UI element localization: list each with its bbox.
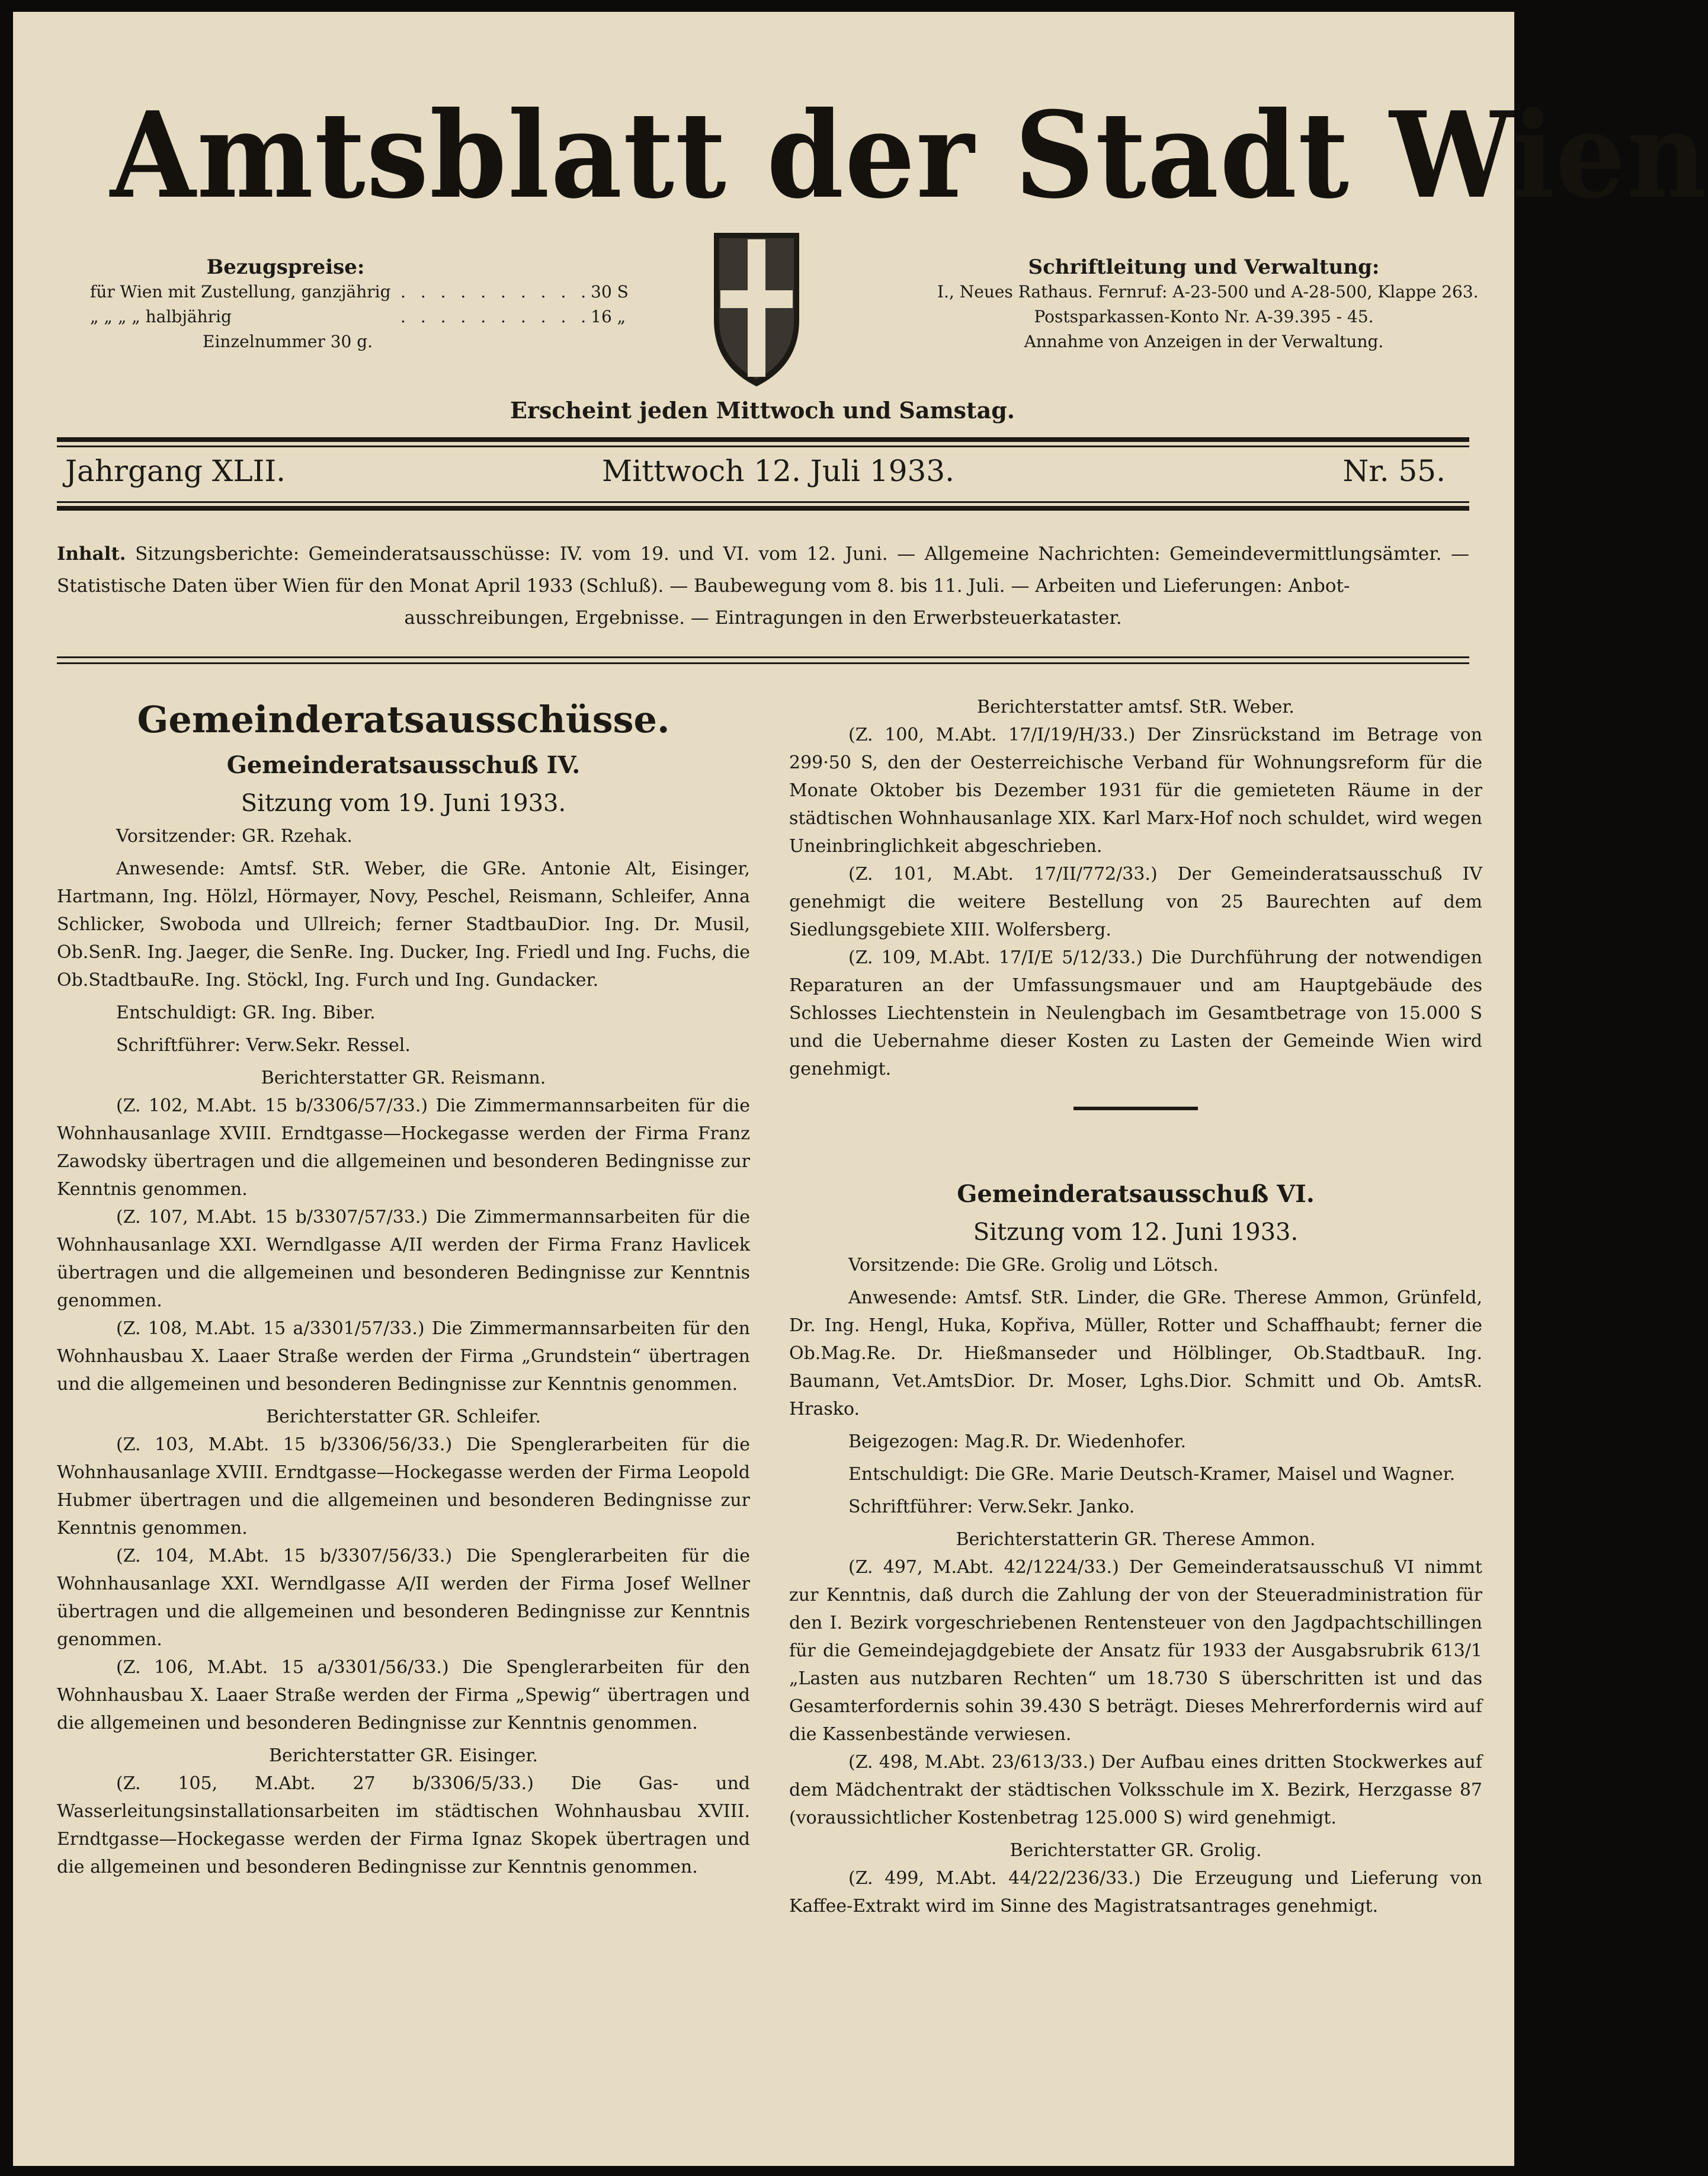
- issue-date: Mittwoch 12. Juli 1933.: [602, 454, 955, 488]
- agenda-item: (Z. 104, M.Abt. 15 b/3307/56/33.) Die Spenglerarbeiten für die Wohnhausanlage XXI. Werndlgasse A/II werden der Firma Josef Wellner übertragen und die allgemeinen und besonderen Bedingnisse zur Kenntnis genommen.: [57, 1546, 750, 1650]
- committee-heading: Gemeinderatsausschuß VI.: [957, 1180, 1315, 1208]
- price-row: [90, 305, 635, 329]
- table-of-contents: [57, 538, 1469, 634]
- contents-label: Inhalt.: [57, 543, 126, 565]
- reporter-heading: Berichterstatter GR. Reismann.: [261, 1068, 546, 1088]
- left-column: [57, 693, 750, 1881]
- dot-leader: . . . . . . . . . .: [400, 282, 591, 302]
- chair-line: Vorsitzende: Die GRe. Grolig und Lötsch.: [848, 1255, 1219, 1276]
- agenda-item: (Z. 105, M.Abt. 27 b/3306/5/33.) Die Gas- und Wasserleitungsinstallationsarbeiten im städtischen Wohnhausbau XVIII. Erndtgasse—Hockegasse werden der Firma Ignaz Skopek übertragen und die allgemeinen und besonderen Bedingnisse zur Kenntnis genommen.: [57, 1773, 750, 1877]
- agenda-item: (Z. 100, M.Abt. 17/I/19/H/33.) Der Zinsrückstand im Betrage von 299·50 S, den der Oesterreichische Verband für Wohnungsreform für die Monate Oktober bis Dezember 1931 für die gemieteten Räume in der städtischen Wohnhausanlage XIX. Karl Marx-Hof noch schuldet, wird wegen Uneinbringlichkeit abgeschrieben.: [789, 725, 1482, 857]
- reporter-heading: Berichterstatterin GR. Therese Ammon.: [956, 1529, 1316, 1550]
- excused-line: Entschuldigt: GR. Ing. Biber.: [116, 1002, 376, 1023]
- attached-line: Beigezogen: Mag.R. Dr. Wiedenhofer.: [848, 1431, 1187, 1452]
- single-issue-price: Einzelnummer 30 g.: [203, 332, 373, 351]
- secretary-line: Schriftführer: Verw.Sekr. Janko.: [848, 1496, 1135, 1517]
- contents-rule: [57, 656, 1469, 658]
- dateline-rule: [57, 501, 1469, 503]
- contents-rule: [57, 662, 1469, 664]
- contents-text-last: ausschreibungen, Ergebnisse. — Eintragungen in den Erwerbsteuerkataster.: [404, 607, 1122, 629]
- agenda-item: (Z. 103, M.Abt. 15 b/3306/56/33.) Die Spenglerarbeiten für die Wohnhausanlage XVIII. Erndtgasse—Hockegasse werden der Firma Leopold Hubmer übertragen und die allgemeinen und besonderen Bedingnisse zur Kenntnis genommen.: [57, 1434, 750, 1539]
- masthead-title: Amtsblatt der Stadt Wien: [110, 86, 1708, 225]
- agenda-item: (Z. 101, M.Abt. 17/II/772/33.) Der Gemeinderatsausschuß IV genehmigt die weitere Bestellung von 25 Baurechten auf dem Siedlungsgebiete XIII. Wolfersberg.: [789, 864, 1482, 940]
- reporter-heading: Berichterstatter GR. Schleifer.: [266, 1406, 541, 1427]
- session-heading: Sitzung vom 19. Juni 1933.: [241, 790, 566, 817]
- agenda-item: (Z. 106, M.Abt. 15 a/3301/56/33.) Die Spenglerarbeiten für den Wohnhausbau X. Laaer Straße werden der Firma „Spewig“ übertragen und die allgemeinen und besonderen Bedingnisse zur Kenntnis genommen.: [57, 1657, 750, 1733]
- dateline-rule: [57, 506, 1469, 511]
- section-divider: [1073, 1107, 1198, 1110]
- present-list: Anwesende: Amtsf. StR. Linder, die GRe. Therese Ammon, Grünfeld, Dr. Ing. Hengl, Huka, Kopřiva, Müller, Rotter und Schaffhaubt; ferner die Ob.Mag.Re. Dr. Hießmanseder und Hölblinger, Ob.StadtbauR. Ing. Baumann, Vet.AmtsDior. Dr. Moser, Lghs.Dior. Schmitt und Ob. AmtsR. Hrasko.: [789, 1287, 1482, 1419]
- price-row: [90, 280, 635, 305]
- subscription-box: [90, 255, 635, 354]
- agenda-item: (Z. 107, M.Abt. 15 b/3307/57/33.) Die Zimmermannsarbeiten für die Wohnhausanlage XXI. Werndlgasse A/II werden der Firma Franz Havlicek übertragen und die allgemeinen und besonderen Bedingnisse zur Kenntnis genommen.: [57, 1207, 750, 1311]
- excused-line: Entschuldigt: Die GRe. Marie Deutsch-Kramer, Maisel und Wagner.: [848, 1464, 1456, 1485]
- right-column: [789, 693, 1482, 1920]
- secretary-line: Schriftführer: Verw.Sekr. Ressel.: [116, 1035, 411, 1056]
- agenda-item: (Z. 497, M.Abt. 42/1224/33.) Der Gemeinderatsausschuß VI nimmt zur Kenntnis, daß durch die Zahlung der von der Steueradministration für den I. Bezirk vorgeschriebenen Rentensteuer von den Jagdpachtschillingen für die Gemeindejagdgebiete der Ansatz für 1933 der Ausgabsrubrik 613/1 „Lasten aus nutzbaren Rechten“ um 18.730 S überschritten ist und das Gesamterfordernis sohin 39.430 S beträgt. Dieses Mehrerfordernis wird auf die Kassenbestände verwiesen.: [789, 1557, 1482, 1745]
- dot-leader: . . . . . . . . . .: [400, 307, 591, 326]
- editorial-line: I., Neues Rathaus. Fernruf: A-23-500 und A-28-500, Klappe 263.: [937, 282, 1479, 302]
- reporter-heading: Berichterstatter GR. Eisinger.: [268, 1745, 539, 1766]
- price-value: 30 S: [591, 282, 629, 302]
- editorial-line: Postsparkassen-Konto Nr. A-39.395 - 45.: [1034, 307, 1374, 326]
- editorial-line: Annahme von Anzeigen in der Verwaltung.: [1024, 332, 1384, 351]
- contents-text: Sitzungsberichte: Gemeinderatsausschüsse: IV. vom 19. und VI. vom 12. Juni. — Allgemeine Nachrichten: Gemeindevermittlungsämter. — Statistische Daten über Wien für den Monat April 1933 (Schluß). — Baubewegung vom 8. bis 11. Juli. — Arbeiten und Lieferungen: Anbot-: [57, 543, 1469, 597]
- publication-schedule: Erscheint jeden Mittwoch und Samstag.: [509, 397, 1015, 424]
- present-list: Anwesende: Amtsf. StR. Weber, die GRe. Antonie Alt, Eisinger, Hartmann, Ing. Hölzl, Hörmayer, Novy, Peschel, Reismann, Schleifer, Anna Schlicker, Swoboda und Ullreich; ferner StadtbauDior. Ing. Dr. Musil, Ob.SenR. Ing. Jaeger, die SenRe. Ing. Ducker, Ing. Friedl und Ing. Fuchs, die Ob.StadtbauRe. Ing. Stöckl, Ing. Furch und Ing. Gundacker.: [57, 858, 751, 991]
- agenda-item: (Z. 498, M.Abt. 23/613/33.) Der Aufbau eines dritten Stockwerkes auf dem Mädchentrakt der städtischen Volksschule im X. Bezirk, Herzgasse 87 (voraussichtlicher Kostenbetrag 125.000 S) wird genehmigt.: [789, 1752, 1482, 1828]
- editorial-box: [937, 255, 1479, 354]
- agenda-item: (Z. 108, M.Abt. 15 a/3301/57/33.) Die Zimmermannsarbeiten für den Wohnhausbau X. Laaer Straße werden der Firma „Grundstein“ übertragen und die allgemeinen und besonderen Bedingnisse zur Kenntnis genommen.: [57, 1318, 750, 1395]
- price-label: für Wien mit Zustellung, ganzjährig: [90, 282, 391, 302]
- price-label: „ „ „ „ halbjährig: [90, 307, 232, 326]
- agenda-item: (Z. 109, M.Abt. 17/I/E 5/12/33.) Die Durchführung der notwendigen Reparaturen an der Umfassungsmauer und am Hauptgebäude des Schlosses Liechtenstein in Neulengbach im Gesamtbetrage von 15.000 S und die Uebernahme dieser Kosten zu Lasten der Gemeinde Wien wird genehmigt.: [789, 947, 1482, 1079]
- subscription-heading: Bezugspreise:: [206, 255, 365, 279]
- header-rule: [57, 437, 1469, 442]
- vienna-coat-of-arms-icon: [712, 231, 801, 388]
- agenda-item: (Z. 499, M.Abt. 44/22/236/33.) Die Erzeugung und Lieferung von Kaffee-Extrakt wird im Sinne des Magistratsantrages genehmigt.: [789, 1868, 1482, 1917]
- volume-label: Jahrgang XLII.: [65, 454, 286, 488]
- agenda-item: (Z. 102, M.Abt. 15 b/3306/57/33.) Die Zimmermannsarbeiten für die Wohnhausanlage XVIII. Erndtgasse—Hockegasse werden der Firma Franz Zawodsky übertragen und die allgemeinen und besonderen Bedingnisse zur Kenntnis genommen.: [57, 1095, 750, 1200]
- committee-heading: Gemeinderatsausschuß IV.: [226, 751, 581, 779]
- issue-number: Nr. 55.: [1342, 454, 1446, 488]
- reporter-heading: Berichterstatter GR. Grolig.: [1010, 1840, 1262, 1861]
- price-value: 16 „: [591, 307, 626, 326]
- session-heading: Sitzung vom 12. Juni 1933.: [973, 1219, 1299, 1246]
- newspaper-page: [13, 12, 1708, 2166]
- chair-line: Vorsitzender: GR. Rzehak.: [116, 826, 353, 847]
- reporter-heading: Berichterstatter amtsf. StR. Weber.: [977, 697, 1294, 717]
- header-rule: [57, 446, 1469, 447]
- section-title: Gemeinderatsausschüsse.: [137, 698, 670, 741]
- editorial-heading: Schriftleitung und Verwaltung:: [1028, 255, 1380, 279]
